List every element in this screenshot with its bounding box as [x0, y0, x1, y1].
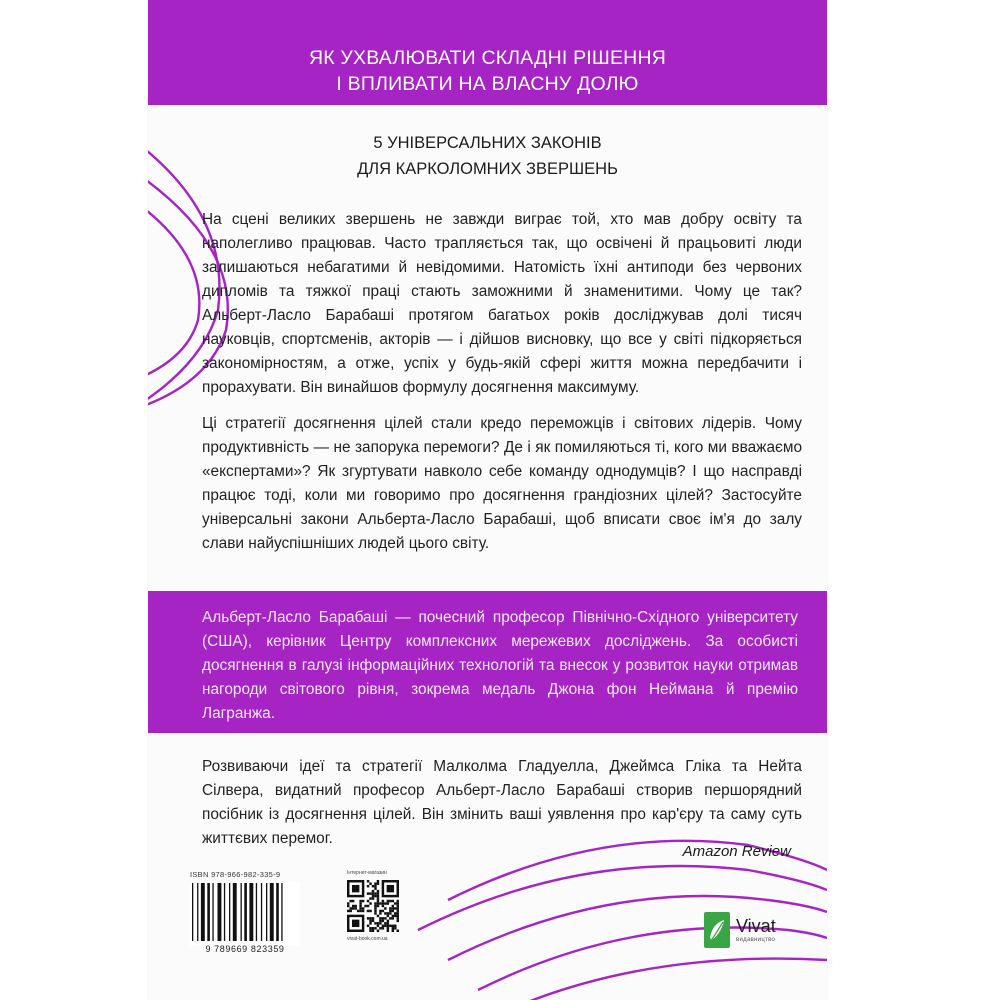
headline — [148, 45, 827, 97]
book-back-cover — [148, 0, 827, 1000]
headline-line-1: ЯК УХВАЛЮВАТИ СКЛАДНІ РІШЕННЯ — [308, 47, 667, 69]
publisher-name: Vivat — [736, 916, 776, 936]
qr-caption: Інтернет-магазин — [347, 870, 387, 876]
barcode — [190, 882, 300, 946]
publisher-logo — [704, 910, 824, 950]
publisher-tagline: видавництво — [736, 937, 776, 943]
review-quote: Розвиваючи ідеї та стратегії Малколма Гладуелла, Джеймса Гліка та Нейта Сілвера, видатний професор Альберт-Ласло Барабаші створив першорядний посібник із досягнення цілей. Він змінить ваші уявлення про кар'єру та саму суть життєвих перемог. — [202, 758, 802, 847]
author-bio-band — [148, 591, 827, 733]
review-source: Amazon Review — [682, 843, 791, 860]
isbn-label: ISBN 978-966-982-335-9 — [190, 870, 281, 879]
subheading-line-2: ДЛЯ КАРКОЛОМНИХ ЗВЕРШЕНЬ — [357, 160, 618, 178]
qr-code — [347, 880, 399, 932]
author-bio: Альберт-Ласло Барабаші — почесний професор Північно-Східного університету (США), керівник Центру комплексних мережевих досліджень. За особисті досягнення в галузі інформаційних технологій та внесок у розвиток науки отримав нагороди світового рівня, зокрема медаль Джона фон Неймана й премію Лагранжа. — [202, 609, 798, 722]
barcode-digits: 9 789669 823359 — [205, 944, 285, 954]
description-paragraph-2: Ці стратегії досягнення цілей стали кредо переможців і світових лідерів. Чому продуктивність — не запорука перемоги? Де і як помиляються ті, кого ми вважаємо «експертами»? Як згуртувати навколо себе команду однодумців? І що насправді працює тоді, коли ми говоримо про досягнення грандіозних цілей? Застосуйте універсальні закони Альберта-Ласло Барабаші, щоб вписати своє ім'я до залу слави найуспішніших людей цього світу. — [202, 415, 802, 552]
qr-url: vivat-book.com.ua — [347, 936, 388, 942]
headline-line-2: І ВПЛИВАТИ НА ВЛАСНУ ДОЛЮ — [336, 73, 639, 95]
subheading-line-1: 5 УНІВЕРСАЛЬНИХ ЗАКОНІВ — [373, 134, 602, 152]
subheading — [148, 130, 827, 182]
leaf-icon — [704, 912, 730, 948]
description-paragraph-1: На сцені великих звершень не завжди виграє той, хто мав добру освіту та наполегливо працював. Часто трапляється так, що освічені й працьовиті люди залишаються небагатими й невідомими. Натомість їхні антиподи без червоних дипломів та тяжкої праці стають заможними й знаменитими. Чому це так? Альберт-Ласло Барабаші протягом багатьох років досліджував долі тисяч науковців, спортсменів, акторів — і дійшов висновку, що все у світі підкоряється закономірностям, а отже, успіх у будь-якій сфері життя можна передбачити і прорахувати. Він винайшов формулу досягнення максимуму. — [202, 211, 802, 396]
title-band — [148, 0, 827, 105]
